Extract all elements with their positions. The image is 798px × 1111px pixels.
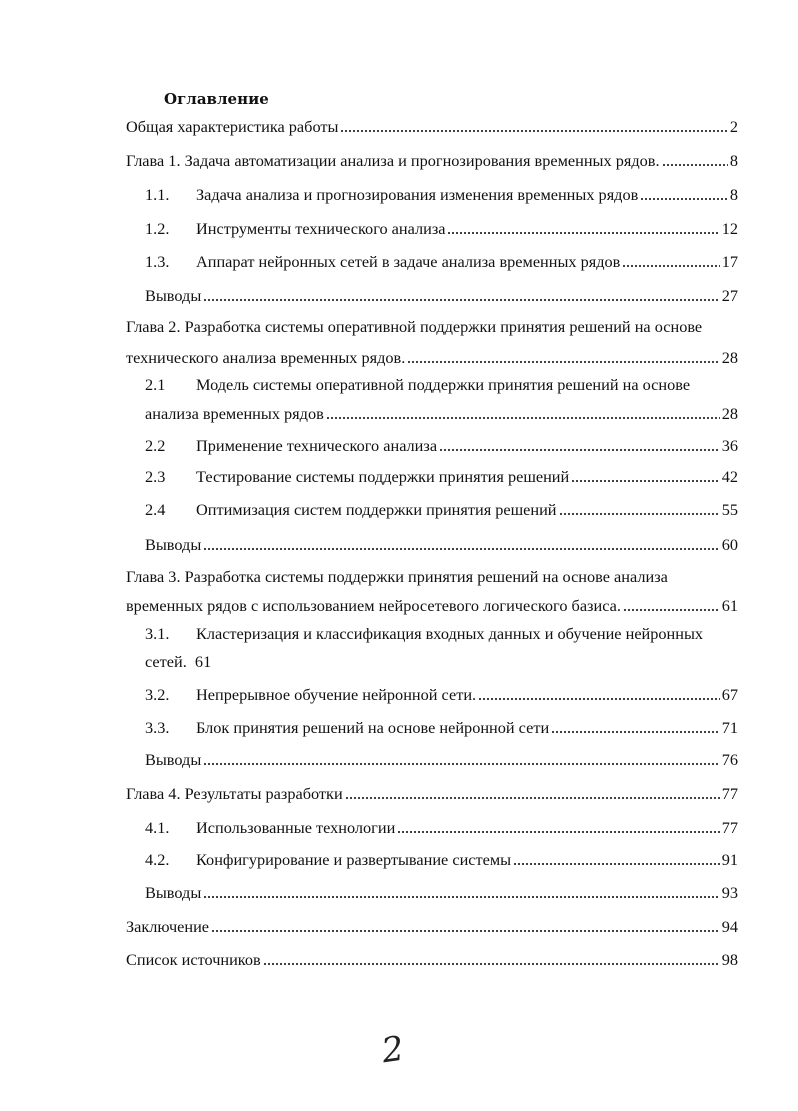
entry-page: 94 [721, 917, 738, 936]
entry-page: 71 [721, 718, 738, 737]
entry-text-line1 [145, 375, 690, 395]
entry-text: Выводы [145, 750, 202, 769]
entry-text: сетей. [145, 652, 187, 671]
entry-text: Список источников [126, 950, 261, 969]
dot-leader [340, 129, 727, 133]
dot-leader [326, 416, 720, 420]
toc-entry [145, 500, 738, 520]
entry-text: Глава 1. Задача автоматизации анализа и прогнозирования временных рядов. [126, 151, 660, 170]
entry-number: 2.3 [145, 467, 166, 486]
entry-number: 1.1. [145, 185, 170, 204]
dot-leader [203, 547, 719, 551]
entry-text: технического анализа временных рядов. [126, 348, 406, 367]
entry-page: 93 [721, 883, 738, 902]
entry-text: Непрерывное обучение нейронной сети. [196, 685, 477, 704]
entry-text: Инструменты технического анализа [196, 219, 446, 238]
toc-entry [145, 185, 738, 205]
dot-leader [513, 862, 720, 866]
toc-entry [145, 252, 738, 272]
entry-page: 42 [721, 467, 738, 486]
entry-page: 91 [721, 850, 738, 869]
entry-text: Выводы [145, 286, 202, 305]
toc-entry [145, 883, 738, 903]
entry-text: Выводы [145, 535, 202, 554]
entry-page: 61 [194, 652, 212, 671]
toc-entry [145, 818, 738, 838]
toc-entry [145, 718, 738, 738]
entry-page: 76 [721, 750, 738, 769]
entry-number: 4.2. [145, 850, 170, 869]
entry-text: Тестирование системы поддержки принятия решений [196, 467, 570, 486]
entry-page: 28 [721, 348, 738, 367]
entry-page: 98 [721, 950, 738, 969]
entry-page: 36 [721, 436, 738, 455]
entry-number: 2.1 [145, 375, 166, 394]
entry-text: Кластеризация и классификация входных данных и обучение нейронных [196, 624, 704, 643]
toc-entry [145, 750, 738, 770]
entry-number: 2.4 [145, 500, 166, 519]
entry-text: Модель системы оперативной поддержки принятия решений на основе [196, 375, 691, 394]
entry-text-line1: Глава 3. Разработка системы поддержки принятия решений на основе анализа [126, 567, 668, 586]
entry-text: Блок принятия решений на основе нейронной сети [196, 718, 550, 737]
entry-page: 77 [721, 784, 738, 803]
toc-entry [145, 535, 738, 555]
dot-leader [559, 512, 720, 516]
entry-text-line1 [145, 624, 703, 644]
entry-text: Конфигурирование и развертывание системы [196, 850, 512, 869]
entry-page: 60 [721, 535, 738, 554]
entry-number: 3.3. [145, 718, 170, 737]
dot-leader [623, 608, 720, 612]
toc-entry [126, 917, 738, 937]
entry-number: 2.2 [145, 436, 166, 455]
dot-leader [478, 697, 720, 701]
toc-entry [126, 117, 738, 137]
toc-entry [145, 850, 738, 870]
dot-leader [551, 730, 720, 734]
handwritten-page-number: 2 [379, 1028, 407, 1072]
toc-entry [145, 286, 738, 306]
entry-text: Выводы [145, 883, 202, 902]
toc-entry [145, 404, 738, 424]
entry-page: 67 [721, 685, 738, 704]
dot-leader [263, 962, 720, 966]
entry-page: 12 [721, 219, 738, 238]
dot-leader [640, 197, 728, 201]
entry-page: 28 [721, 404, 738, 423]
toc-title: Оглавление [164, 90, 269, 108]
dot-leader [345, 796, 720, 800]
dot-leader [662, 163, 728, 167]
toc-entry [126, 784, 738, 804]
entry-text: Общая характеристика работы [126, 117, 339, 136]
entry-text: временных рядов с использованием нейросетевого логического базиса. [126, 596, 621, 615]
entry-number: 3.1. [145, 624, 170, 643]
entry-number: 4.1. [145, 818, 170, 837]
dot-leader [439, 448, 720, 452]
dot-leader [447, 231, 719, 235]
entry-number: 3.2. [145, 685, 170, 704]
dot-leader [211, 929, 720, 933]
entry-number: 1.3. [145, 252, 170, 271]
dot-leader [203, 298, 719, 302]
entry-page: 2 [729, 117, 738, 136]
toc-entry [126, 348, 738, 368]
entry-text-line1: Глава 2. Разработка системы оперативной поддержки принятия решений на основе [126, 317, 703, 336]
entry-text: Оптимизация систем поддержки принятия решений [196, 500, 557, 519]
toc-entry [145, 467, 738, 487]
entry-page: 8 [729, 151, 738, 170]
entry-text: анализа временных рядов [145, 404, 324, 423]
dot-leader [622, 264, 719, 268]
toc-entry [126, 151, 738, 171]
entry-text: Аппарат нейронных сетей в задаче анализа временных рядов [196, 252, 621, 271]
dot-leader [407, 360, 719, 364]
entry-text: Применение технического анализа [196, 436, 438, 455]
entry-page: 77 [721, 818, 738, 837]
dot-leader [397, 830, 719, 834]
toc-entry [145, 652, 211, 672]
entry-text: Задача анализа и прогнозирования изменения временных рядов [196, 185, 639, 204]
entry-text: Заключение [126, 917, 210, 936]
entry-page: 27 [721, 286, 738, 305]
entry-page: 8 [729, 185, 738, 204]
entry-number: 1.2. [145, 219, 170, 238]
entry-page: 17 [721, 252, 738, 271]
entry-page: 55 [721, 500, 738, 519]
toc-entry [126, 950, 738, 970]
entry-text: Использованные технологии [196, 818, 396, 837]
toc-entry [145, 219, 738, 239]
dot-leader [203, 762, 719, 766]
entry-text: Глава 4. Результаты разработки [126, 784, 343, 803]
toc-entry [126, 596, 738, 616]
dot-leader [203, 895, 719, 899]
dot-leader [571, 479, 719, 483]
toc-entry [145, 436, 738, 456]
toc-entry [145, 685, 738, 705]
entry-page: 61 [721, 596, 738, 615]
